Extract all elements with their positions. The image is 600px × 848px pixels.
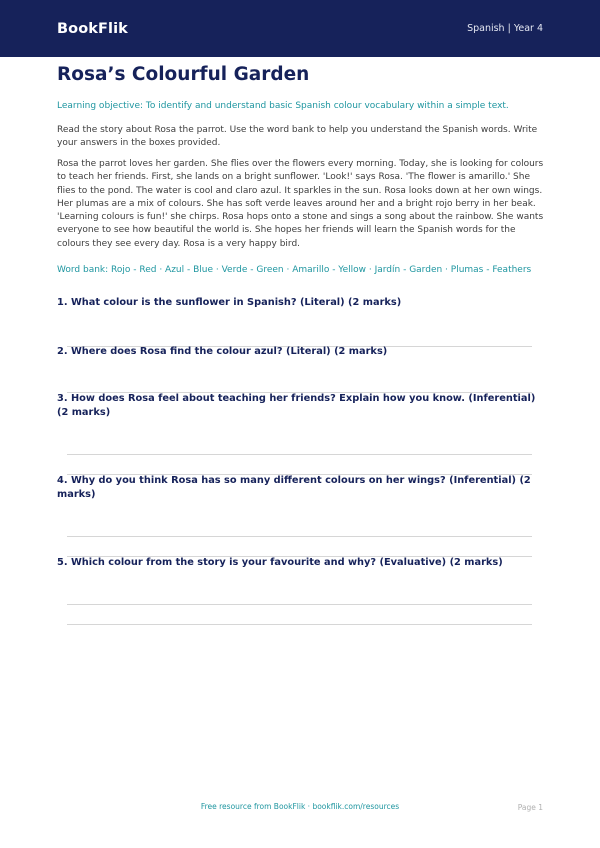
question-5: 5. Which colour from the story is your favourite and why? (Evaluative) (2 marks): [57, 557, 503, 568]
answer-line[interactable]: [67, 624, 532, 625]
instructions-text: Read the story about Rosa the parrot. Use the word bank to help you understand the Spanish words. Write your answers in the boxes provided.: [57, 125, 538, 149]
answer-line[interactable]: [67, 536, 532, 537]
learning-objective: Learning objective: To identify and understand basic Spanish colour vocabulary within a simple text.: [57, 101, 509, 111]
header-bar: [0, 0, 600, 57]
answer-line[interactable]: [67, 454, 532, 455]
worksheet-title: Rosa’s Colourful Garden: [57, 64, 310, 85]
page-number: Page 1: [517, 803, 543, 812]
question-4: 4. Why do you think Rosa has so many different colours on her wings? (Inferential) (2 marks): [57, 475, 531, 500]
question-2: 2. Where does Rosa find the colour azul? (Literal) (2 marks): [57, 346, 388, 357]
answer-line[interactable]: [67, 604, 532, 605]
question-1: 1. What colour is the sunflower in Spanish? (Literal) (2 marks): [57, 297, 402, 308]
footer-credit[interactable]: Free resource from BookFlik · bookflik.com/resources: [200, 802, 400, 811]
question-3: 3. How does Rosa feel about teaching her friends? Explain how you know. (Inferential) (2 marks): [57, 393, 536, 418]
word-bank: Word bank: Rojo - Red · Azul - Blue · Verde - Green · Amarillo - Yellow · Jardín - Garden · Plumas - Feathers: [57, 265, 532, 275]
subject-year-label: Spanish | Year 4: [467, 23, 543, 34]
brand-logo[interactable]: BookFlik: [57, 20, 128, 37]
story-text: Rosa the parrot loves her garden. She flies over the flowers every morning. Today, she is looking for colours to teach her friends. First, she lands on a bright sunflower. 'Look!' says Rosa. 'The flower is amarillo.' She flies to the pond. The water is cool and claro azul. It sparkles in the sun. Rosa looks down at her own wings. Her plumas are a mix of colours. She has soft verde leaves around her and a bright rojo berry in her beak. 'Learning colours is fun!' she chirps. Rosa hops onto a stone and sings a song about the rainbow. She wants everyone to see how beautiful the world is. She hopes her friends will learn the Spanish words for the colours they see every day. Rosa is a very happy bird.: [57, 159, 544, 249]
